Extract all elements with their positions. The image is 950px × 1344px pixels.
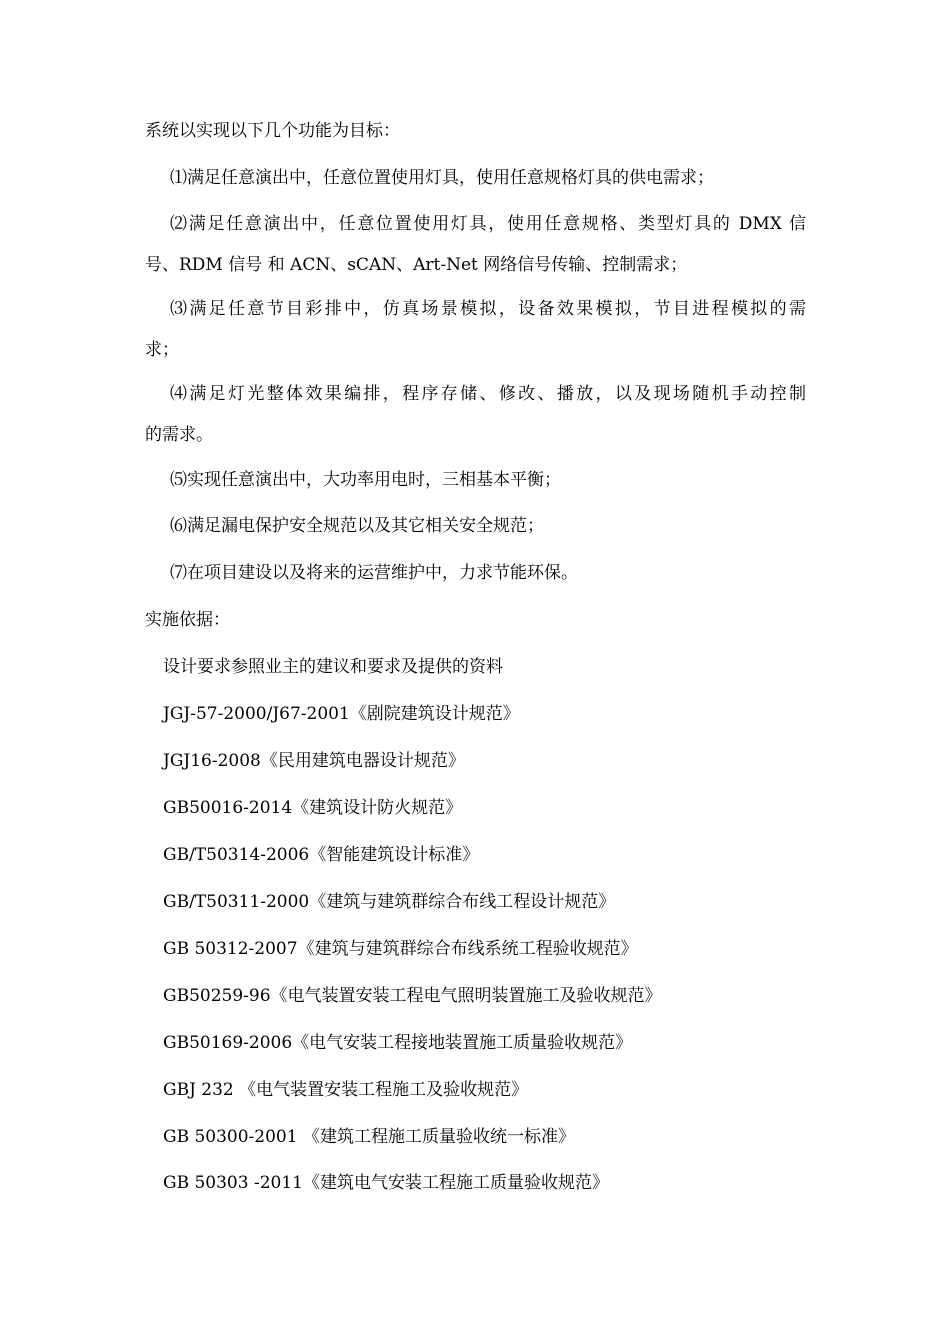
goal-2-line-2: 号、RDM 信号 和 ACN、sCAN、Art-Net 网络信号传输、控制需求； xyxy=(145,255,688,275)
intro-text: 系统以实现以下几个功能为目标： xyxy=(145,121,400,141)
basis-item: 设计要求参照业主的建议和要求及提供的资料 xyxy=(163,657,503,677)
goal-3-line-2: 求； xyxy=(145,340,179,360)
basis-item: GB 50300-2001 《建筑工程施工质量验收统一标准》 xyxy=(163,1127,575,1147)
basis-item: GB50169-2006《电气安装工程接地装置施工质量验收规范》 xyxy=(163,1033,633,1053)
goal-3-line-1: ⑶满足任意节目彩排中，仿真场景模拟，设备效果模拟，节目进程模拟的需 xyxy=(170,299,806,319)
goal-4-line-1: ⑷满足灯光整体效果编排，程序存储、修改、播放，以及现场随机手动控制 xyxy=(170,384,806,404)
goal-5-line-1: ⑸实现任意演出中，大功率用电时，三相基本平衡； xyxy=(170,470,561,490)
goal-2-line-1: ⑵满足任意演出中，任意位置使用灯具，使用任意规格、类型灯具的 DMX 信 xyxy=(170,214,806,234)
basis-item: JGJ16-2008《民用建筑电器设计规范》 xyxy=(163,751,465,771)
goal-7-line-1: ⑺在项目建设以及将来的运营维护中，力求节能环保。 xyxy=(170,563,578,583)
basis-item: GB/T50311-2000《建筑与建筑群综合布线工程设计规范》 xyxy=(163,892,616,912)
goal-6-line-1: ⑹满足漏电保护安全规范以及其它相关安全规范； xyxy=(170,516,544,536)
basis-heading: 实施依据： xyxy=(145,610,230,630)
basis-item: GB50016-2014《建筑设计防火规范》 xyxy=(163,798,463,818)
basis-item: GB50259-96《电气装置安装工程电气照明装置施工及验收规范》 xyxy=(163,986,662,1006)
goal-4-line-2: 的需求。 xyxy=(145,425,213,445)
basis-item: GB/T50314-2006《智能建筑设计标准》 xyxy=(163,845,480,865)
goal-1-line-1: ⑴满足任意演出中，任意位置使用灯具，使用任意规格灯具的供电需求； xyxy=(170,168,714,188)
basis-item: GBJ 232 《电气装置安装工程施工及验收规范》 xyxy=(163,1080,529,1100)
basis-item: JGJ-57-2000/J67-2001《剧院建筑设计规范》 xyxy=(163,704,520,724)
basis-item: GB 50303 -2011《建筑电气安装工程施工质量验收规范》 xyxy=(163,1173,609,1193)
basis-item: GB 50312-2007《建筑与建筑群综合布线系统工程验收规范》 xyxy=(163,939,638,959)
